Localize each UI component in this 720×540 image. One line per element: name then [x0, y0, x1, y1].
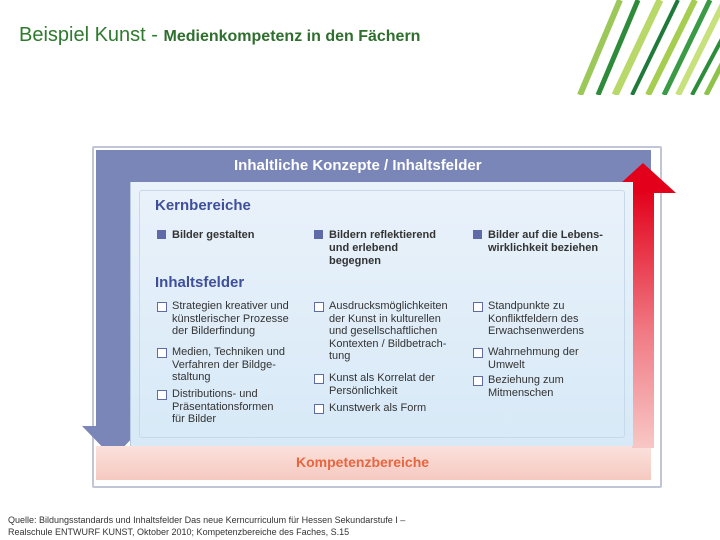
inhaltsfeld-line: der Kunst in kulturellen	[329, 312, 441, 325]
inhaltsfelder-heading: Inhaltsfelder	[155, 274, 245, 291]
source-citation	[8, 514, 405, 538]
inhaltsfeld-line: Persönlichkeit	[329, 384, 398, 397]
content-concepts-bar	[96, 150, 651, 182]
checkbox-icon	[314, 374, 324, 384]
inhaltsfeld-item	[329, 402, 426, 415]
left-flow-bar	[96, 150, 130, 428]
square-bullet-icon	[314, 230, 323, 239]
inhaltsfeld-line: Kunst als Korrelat der	[329, 372, 435, 384]
inhaltsfeld-line: staltung	[172, 371, 211, 384]
inhaltsfeld-item	[172, 346, 285, 384]
inhaltsfeld-line: Konfliktfeldern des	[488, 312, 579, 325]
square-bullet-icon	[473, 230, 482, 239]
inhaltsfeld-item	[488, 374, 564, 399]
checkbox-icon	[157, 302, 167, 312]
checkbox-icon	[157, 390, 167, 400]
decorative-stripes-logo	[560, 0, 720, 95]
inhaltsfeld-line: Standpunkte zu	[488, 300, 565, 312]
source-line: Quelle: Bildungsstandards und Inhaltsfelder Das neue Kerncurriculum für Hessen Sekundarstufe I –	[8, 515, 406, 525]
kernbereich-item	[329, 229, 436, 268]
kernbereich-line: Bildern reflektierend	[329, 229, 436, 241]
inhaltsfeld-line: Beziehung zum	[488, 374, 564, 386]
kernbereich-line: begegnen	[329, 255, 381, 267]
inhaltsfeld-line: Medien, Techniken und	[172, 346, 285, 358]
checkbox-icon	[157, 348, 167, 358]
inhaltsfeld-item	[329, 372, 435, 397]
inhaltsfeld-line: Präsentationsformen	[172, 400, 274, 413]
inhaltsfeld-item	[329, 300, 448, 363]
inhaltsfeld-line: Kontexten / Bildbetrach-	[329, 337, 447, 350]
slide-title	[19, 24, 420, 47]
inhaltsfeld-line: künstlerischer Prozesse	[172, 312, 289, 325]
kernbereich-line: Bilder gestalten	[172, 229, 255, 241]
inhaltsfeld-line: Strategien kreativer und	[172, 300, 289, 312]
inhaltsfeld-line: Umwelt	[488, 358, 525, 371]
kernbereich-line: Bilder auf die Lebens-	[488, 229, 603, 241]
inhaltsfeld-line: Mitmenschen	[488, 386, 554, 399]
right-flow-bar	[632, 190, 654, 448]
inhaltsfeld-line: tung	[329, 350, 351, 363]
kernbereich-item	[172, 229, 255, 242]
inhaltsfeld-line: Verfahren der Bildge-	[172, 358, 276, 371]
inhaltsfeld-item	[172, 388, 274, 426]
inhaltsfeld-item	[488, 300, 584, 338]
kernbereich-item	[488, 229, 603, 255]
slide-title-main: Beispiel Kunst -	[19, 24, 164, 46]
source-line: Realschule ENTWURF KUNST, Oktober 2010; Kompetenzbereiche des Faches, S.15	[8, 527, 350, 537]
kernbereich-line: wirklichkeit beziehen	[488, 242, 599, 254]
inhaltsfeld-line: Ausdrucksmöglichkeiten	[329, 300, 448, 312]
inhaltsfeld-line: Erwachsenwerdens	[488, 325, 584, 338]
kernbereich-line: und erlebend	[329, 242, 399, 254]
square-bullet-icon	[157, 230, 166, 239]
inhaltsfeld-item	[488, 346, 579, 371]
content-concepts-label: Inhaltliche Konzepte / Inhaltsfelder	[234, 157, 482, 174]
slide-title-sub: Medienkompetenz in den Fächern	[163, 28, 421, 45]
inhaltsfeld-line: Kunstwerk als Form	[329, 402, 427, 414]
inhaltsfeld-line: der Bilderfindung	[172, 325, 256, 338]
checkbox-icon	[314, 302, 324, 312]
inhaltsfeld-line: Wahrnehmung der	[488, 346, 579, 358]
checkbox-icon	[473, 348, 483, 358]
checkbox-icon	[473, 376, 483, 386]
inhaltsfeld-line: für Bilder	[172, 413, 217, 426]
inhaltsfeld-line: und gesellschaftlichen	[329, 325, 438, 338]
kernbereiche-heading: Kernbereiche	[155, 197, 251, 214]
inhaltsfeld-item	[172, 300, 289, 338]
competence-areas-bar	[96, 446, 651, 480]
checkbox-icon	[314, 404, 324, 414]
inhaltsfeld-line: Distributions- und	[172, 388, 258, 400]
checkbox-icon	[473, 302, 483, 312]
competence-areas-label: Kompetenzbereiche	[296, 454, 430, 470]
